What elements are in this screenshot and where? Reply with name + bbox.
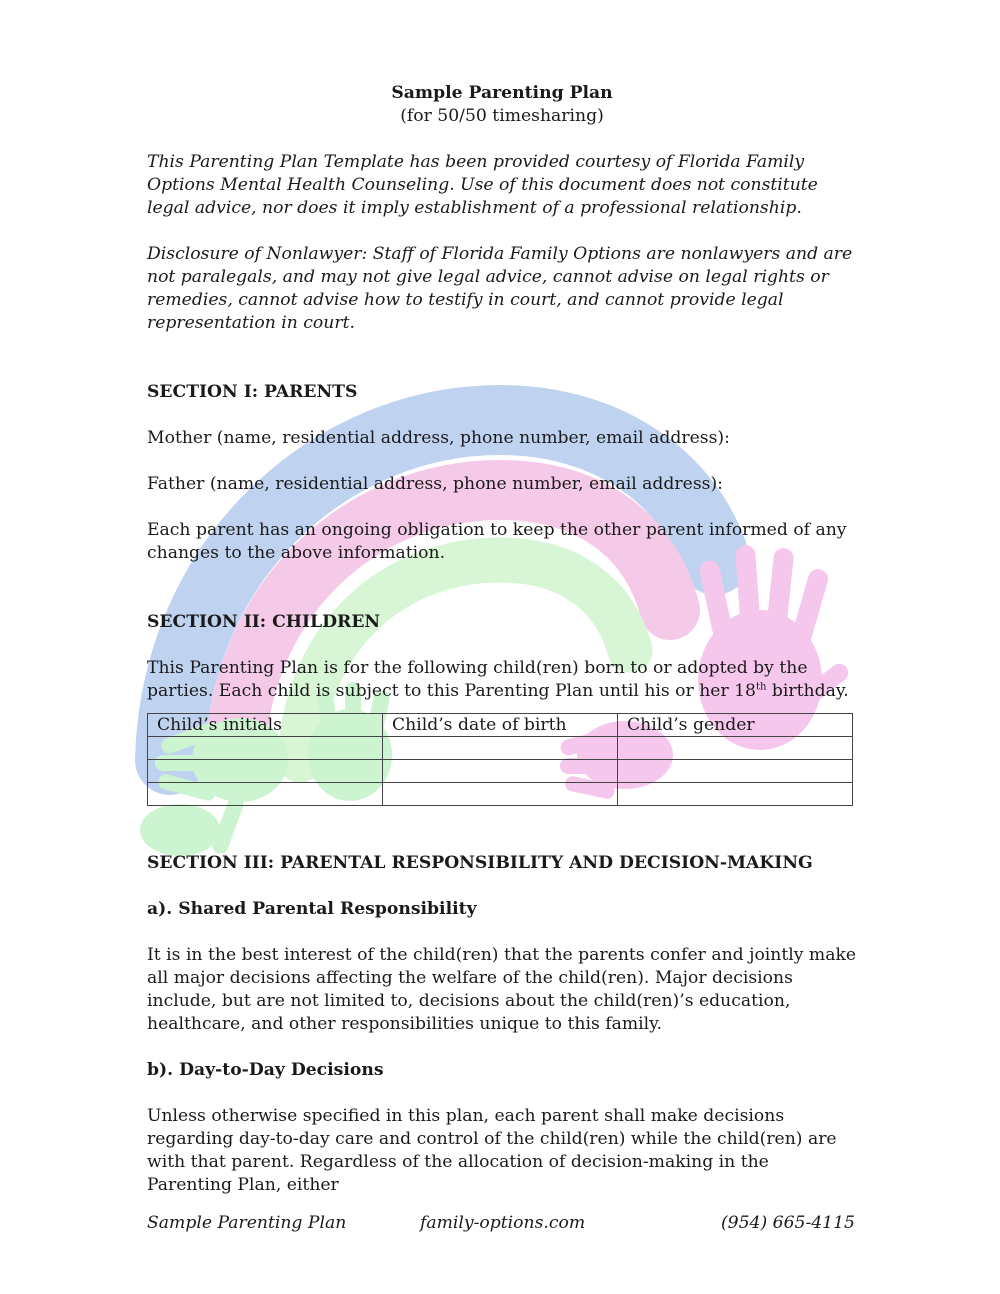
header-gender: Child’s gender	[618, 714, 853, 737]
footer-phone: (954) 665-4115	[720, 1213, 855, 1233]
children-paragraph-end: birthday.	[766, 681, 849, 701]
day-to-day-heading: b). Day-to-Day Decisions	[147, 1060, 384, 1080]
children-paragraph	[147, 657, 857, 703]
ordinal-suffix: th	[756, 681, 767, 693]
children-paragraph-text: This Parenting Plan is for the following child(ren) born to or adopted by the parties. Each child is subject to this Parenting Plan until his or her 18	[147, 658, 808, 701]
table-cell[interactable]	[618, 737, 853, 760]
table-row	[148, 760, 853, 783]
table-row	[148, 783, 853, 806]
table-cell[interactable]	[383, 783, 618, 806]
table-row	[148, 737, 853, 760]
document-title: Sample Parenting Plan	[391, 83, 613, 103]
children-table	[147, 713, 853, 806]
table-header-row	[148, 714, 853, 737]
father-field-label: Father (name, residential address, phone number, email address):	[147, 474, 723, 494]
footer-website: family-options.com	[420, 1213, 586, 1233]
shared-responsibility-heading: a). Shared Parental Responsibility	[147, 899, 477, 919]
section-3-heading: SECTION III: PARENTAL RESPONSIBILITY AND DECISION-MAKING	[147, 853, 813, 873]
section-2-heading: SECTION II: CHILDREN	[147, 612, 381, 632]
footer-document-name: Sample Parenting Plan	[147, 1213, 347, 1233]
document-subtitle: (for 50/50 timesharing)	[400, 106, 604, 126]
courtesy-notice: This Parenting Plan Template has been provided courtesy of Florida Family Options Mental Health Counseling. Use of this document does not constitute legal advice, nor does it imply establishment of a professional relationship.	[147, 152, 818, 218]
table-cell[interactable]	[383, 760, 618, 783]
shared-responsibility-paragraph: It is in the best interest of the child(ren) that the parents confer and jointly make all major decisions affecting the welfare of the child(ren). Major decisions include, but are not limited to, decisions about the child(ren)’s education, healthcare, and other responsibilities unique to this family.	[147, 945, 857, 1034]
obligation-paragraph: Each parent has an ongoing obligation to keep the other parent informed of any changes to the above information.	[147, 520, 847, 563]
nonlawyer-disclosure: Disclosure of Nonlawyer: Staff of Florida Family Options are nonlawyers and are not paralegals, and may not give legal advice, cannot advise on legal rights or remedies, cannot advise how to testify in court, and cannot provide legal representation in court.	[147, 244, 853, 333]
section-1-heading: SECTION I: PARENTS	[147, 382, 358, 402]
table-cell[interactable]	[383, 737, 618, 760]
table-cell[interactable]	[148, 760, 383, 783]
header-date-of-birth: Child’s date of birth	[383, 714, 618, 737]
table-cell[interactable]	[618, 760, 853, 783]
table-cell[interactable]	[148, 783, 383, 806]
day-to-day-paragraph: Unless otherwise specified in this plan, each parent shall make decisions regarding day-to-day care and control of the child(ren) while the child(ren) are with that parent. Regardless of the allocation of decision-making in the Parenting Plan, either	[147, 1106, 837, 1195]
table-cell[interactable]	[148, 737, 383, 760]
header-initials: Child’s initials	[148, 714, 383, 737]
mother-field-label: Mother (name, residential address, phone number, email address):	[147, 428, 730, 448]
table-cell[interactable]	[618, 783, 853, 806]
document-body	[147, 82, 857, 1220]
